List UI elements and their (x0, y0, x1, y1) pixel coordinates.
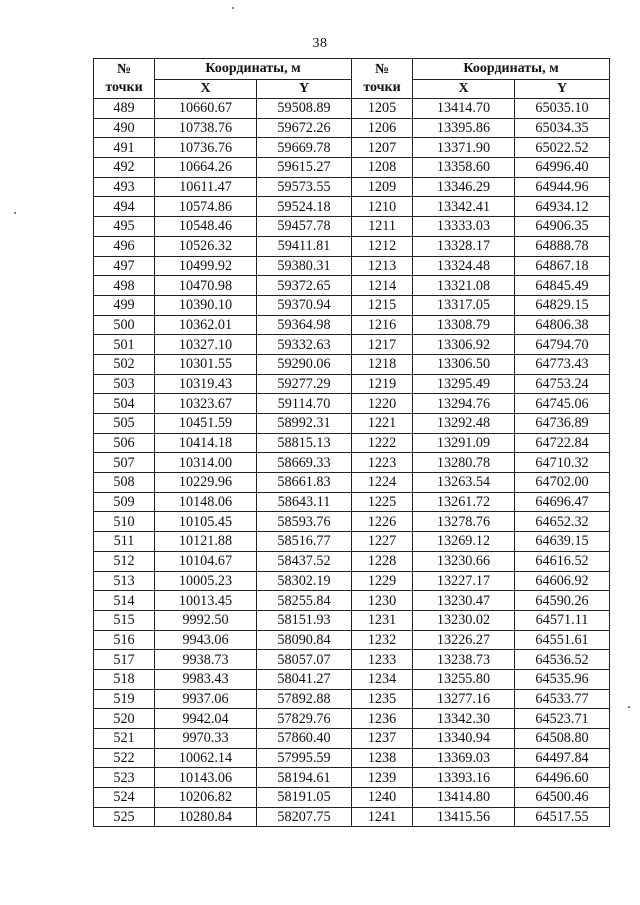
x-cell: 10323.67 (155, 394, 257, 414)
y-cell: 64523.71 (515, 709, 610, 729)
coordinates-table (93, 58, 610, 827)
x-cell: 13292.48 (413, 414, 515, 434)
point-number-cell: 524 (94, 788, 155, 808)
y-cell: 64867.18 (515, 256, 610, 276)
x-cell: 10229.96 (155, 473, 257, 493)
table-row (94, 512, 610, 532)
point-number-cell: 1208 (352, 158, 413, 178)
table-row (94, 118, 610, 138)
table-row (94, 748, 610, 768)
y-cell: 64508.80 (515, 729, 610, 749)
x-cell: 13261.72 (413, 492, 515, 512)
x-cell: 10414.18 (155, 433, 257, 453)
y-cell: 64535.96 (515, 669, 610, 689)
x-cell: 13230.66 (413, 551, 515, 571)
point-number-cell: 515 (94, 610, 155, 630)
table-row (94, 138, 610, 158)
point-number-cell: 1230 (352, 591, 413, 611)
coordinates-header: Координаты, м (155, 59, 352, 80)
table-row (94, 414, 610, 434)
y-cell: 58437.52 (257, 551, 352, 571)
x-cell: 10327.10 (155, 335, 257, 355)
y-header: Y (515, 80, 610, 99)
x-cell: 13278.76 (413, 512, 515, 532)
y-header: Y (257, 80, 352, 99)
y-cell: 65022.52 (515, 138, 610, 158)
x-cell: 13230.47 (413, 591, 515, 611)
table-row (94, 610, 610, 630)
y-cell: 58191.05 (257, 788, 352, 808)
point-number-cell: 506 (94, 433, 155, 453)
y-cell: 59457.78 (257, 217, 352, 237)
y-cell: 64702.00 (515, 473, 610, 493)
point-label: точки (105, 79, 143, 95)
y-cell: 64845.49 (515, 276, 610, 296)
y-cell: 64944.96 (515, 177, 610, 197)
table-row (94, 276, 610, 296)
point-number-cell: 525 (94, 807, 155, 827)
point-number-cell: 1228 (352, 551, 413, 571)
point-number-cell: 1224 (352, 473, 413, 493)
x-cell: 13295.49 (413, 374, 515, 394)
point-number-cell: 1225 (352, 492, 413, 512)
y-cell: 64745.06 (515, 394, 610, 414)
y-cell: 64517.55 (515, 807, 610, 827)
table-row (94, 256, 610, 276)
point-number-cell: 514 (94, 591, 155, 611)
x-cell: 10736.76 (155, 138, 257, 158)
point-number-cell: 1221 (352, 414, 413, 434)
point-number-cell: 1229 (352, 571, 413, 591)
point-number-header (94, 59, 155, 99)
y-cell: 64551.61 (515, 630, 610, 650)
point-number-cell: 1238 (352, 748, 413, 768)
x-cell: 13294.76 (413, 394, 515, 414)
point-number-cell: 492 (94, 158, 155, 178)
y-cell: 58516.77 (257, 532, 352, 552)
x-cell: 13277.16 (413, 689, 515, 709)
y-cell: 64696.47 (515, 492, 610, 512)
y-cell: 58255.84 (257, 591, 352, 611)
point-number-cell: 1216 (352, 315, 413, 335)
point-number-cell: 1234 (352, 669, 413, 689)
y-cell: 59411.81 (257, 236, 352, 256)
y-cell: 64710.32 (515, 453, 610, 473)
y-cell: 59573.55 (257, 177, 352, 197)
coordinates-header: Координаты, м (413, 59, 610, 80)
x-cell: 13306.92 (413, 335, 515, 355)
y-cell: 64571.11 (515, 610, 610, 630)
point-number-cell: 508 (94, 473, 155, 493)
y-cell: 64794.70 (515, 335, 610, 355)
point-number-cell: 498 (94, 276, 155, 296)
point-number-cell: 512 (94, 551, 155, 571)
table-row (94, 177, 610, 197)
x-cell: 13306.50 (413, 354, 515, 374)
point-number-cell: 494 (94, 197, 155, 217)
x-cell: 10548.46 (155, 217, 257, 237)
y-cell: 58057.07 (257, 650, 352, 670)
x-cell: 13291.09 (413, 433, 515, 453)
x-cell: 9970.33 (155, 729, 257, 749)
point-number-cell: 1217 (352, 335, 413, 355)
x-cell: 13269.12 (413, 532, 515, 552)
x-cell: 13321.08 (413, 276, 515, 296)
y-cell: 58194.61 (257, 768, 352, 788)
point-number-cell: 1232 (352, 630, 413, 650)
table-row (94, 630, 610, 650)
x-cell: 10526.32 (155, 236, 257, 256)
x-cell: 10143.06 (155, 768, 257, 788)
y-cell: 64906.35 (515, 217, 610, 237)
y-cell: 64616.52 (515, 551, 610, 571)
table-row (94, 650, 610, 670)
point-number-cell: 1207 (352, 138, 413, 158)
y-cell: 59524.18 (257, 197, 352, 217)
x-cell: 10062.14 (155, 748, 257, 768)
point-number-cell: 1235 (352, 689, 413, 709)
y-cell: 64652.32 (515, 512, 610, 532)
point-number-cell: 510 (94, 512, 155, 532)
y-cell: 64829.15 (515, 295, 610, 315)
x-cell: 10611.47 (155, 177, 257, 197)
table-row (94, 551, 610, 571)
table-row (94, 354, 610, 374)
scan-speck (232, 7, 234, 9)
y-cell: 58992.31 (257, 414, 352, 434)
x-cell: 10319.43 (155, 374, 257, 394)
y-cell: 59114.70 (257, 394, 352, 414)
number-sign: № (116, 61, 132, 77)
x-cell: 13414.70 (413, 99, 515, 119)
x-cell: 10013.45 (155, 591, 257, 611)
x-cell: 9942.04 (155, 709, 257, 729)
y-cell: 64533.77 (515, 689, 610, 709)
y-cell: 59380.31 (257, 256, 352, 276)
table-row (94, 788, 610, 808)
point-number-cell: 1237 (352, 729, 413, 749)
point-number-cell: 1214 (352, 276, 413, 296)
x-cell: 13342.30 (413, 709, 515, 729)
x-cell: 10005.23 (155, 571, 257, 591)
x-cell: 10574.86 (155, 197, 257, 217)
point-number-cell: 1220 (352, 394, 413, 414)
table-row (94, 591, 610, 611)
x-cell: 13393.16 (413, 768, 515, 788)
y-cell: 64996.40 (515, 158, 610, 178)
x-cell: 13358.60 (413, 158, 515, 178)
point-label: точки (363, 79, 401, 95)
point-number-cell: 1206 (352, 118, 413, 138)
y-cell: 65034.35 (515, 118, 610, 138)
x-cell: 13340.94 (413, 729, 515, 749)
point-number-cell: 1223 (352, 453, 413, 473)
y-cell: 58302.19 (257, 571, 352, 591)
y-cell: 59372.65 (257, 276, 352, 296)
point-number-cell: 1240 (352, 788, 413, 808)
x-cell: 10660.67 (155, 99, 257, 119)
x-cell: 13280.78 (413, 453, 515, 473)
x-cell: 13346.29 (413, 177, 515, 197)
table-row (94, 729, 610, 749)
table-row (94, 217, 610, 237)
y-cell: 64736.89 (515, 414, 610, 434)
x-cell: 13328.17 (413, 236, 515, 256)
x-cell: 13371.90 (413, 138, 515, 158)
y-cell: 59508.89 (257, 99, 352, 119)
point-number-cell: 493 (94, 177, 155, 197)
point-number-cell: 1227 (352, 532, 413, 552)
table-row (94, 532, 610, 552)
point-number-cell: 489 (94, 99, 155, 119)
y-cell: 58815.13 (257, 433, 352, 453)
point-number-cell: 1222 (352, 433, 413, 453)
point-number-cell: 1239 (352, 768, 413, 788)
point-number-cell: 1211 (352, 217, 413, 237)
y-cell: 59669.78 (257, 138, 352, 158)
table-row (94, 492, 610, 512)
point-number-cell: 1205 (352, 99, 413, 119)
point-number-cell: 1219 (352, 374, 413, 394)
x-cell: 13255.80 (413, 669, 515, 689)
x-cell: 13342.41 (413, 197, 515, 217)
x-cell: 10104.67 (155, 551, 257, 571)
x-cell: 10280.84 (155, 807, 257, 827)
table-row (94, 453, 610, 473)
table-row (94, 197, 610, 217)
point-number-cell: 519 (94, 689, 155, 709)
x-cell: 10499.92 (155, 256, 257, 276)
y-cell: 59615.27 (257, 158, 352, 178)
table-row (94, 374, 610, 394)
table-header (94, 59, 610, 99)
point-number-cell: 522 (94, 748, 155, 768)
point-number-cell: 504 (94, 394, 155, 414)
table-row (94, 807, 610, 827)
y-cell: 57995.59 (257, 748, 352, 768)
point-number-cell: 516 (94, 630, 155, 650)
table-body (94, 99, 610, 827)
scan-speck (628, 706, 630, 708)
table-row (94, 394, 610, 414)
x-cell: 13395.86 (413, 118, 515, 138)
y-cell: 64934.12 (515, 197, 610, 217)
x-cell: 13227.17 (413, 571, 515, 591)
x-cell: 13414.80 (413, 788, 515, 808)
point-number-cell: 1209 (352, 177, 413, 197)
y-cell: 57829.76 (257, 709, 352, 729)
x-cell: 10470.98 (155, 276, 257, 296)
table-row (94, 768, 610, 788)
table-row (94, 669, 610, 689)
scan-speck (14, 212, 16, 214)
y-cell: 58041.27 (257, 669, 352, 689)
y-cell: 58207.75 (257, 807, 352, 827)
y-cell: 64888.78 (515, 236, 610, 256)
point-number-cell: 1213 (352, 256, 413, 276)
x-cell: 13238.73 (413, 650, 515, 670)
table-row (94, 689, 610, 709)
y-cell: 59277.29 (257, 374, 352, 394)
point-number-cell: 521 (94, 729, 155, 749)
table-row (94, 315, 610, 335)
y-cell: 64639.15 (515, 532, 610, 552)
point-number-cell: 502 (94, 354, 155, 374)
point-number-cell: 1212 (352, 236, 413, 256)
x-cell: 9937.06 (155, 689, 257, 709)
point-number-cell: 503 (94, 374, 155, 394)
y-cell: 58643.11 (257, 492, 352, 512)
y-cell: 57892.88 (257, 689, 352, 709)
point-number-cell: 491 (94, 138, 155, 158)
table-row (94, 99, 610, 119)
y-cell: 65035.10 (515, 99, 610, 119)
table-row (94, 709, 610, 729)
y-cell: 58661.83 (257, 473, 352, 493)
x-cell: 10664.26 (155, 158, 257, 178)
point-number-cell: 1215 (352, 295, 413, 315)
x-cell: 10314.00 (155, 453, 257, 473)
point-number-cell: 1231 (352, 610, 413, 630)
x-cell: 13308.79 (413, 315, 515, 335)
point-number-cell: 497 (94, 256, 155, 276)
x-cell: 13230.02 (413, 610, 515, 630)
point-number-cell: 1241 (352, 807, 413, 827)
point-number-cell: 513 (94, 571, 155, 591)
y-cell: 58090.84 (257, 630, 352, 650)
table-row (94, 473, 610, 493)
y-cell: 58151.93 (257, 610, 352, 630)
x-header: X (413, 80, 515, 99)
y-cell: 59290.06 (257, 354, 352, 374)
y-cell: 64500.46 (515, 788, 610, 808)
y-cell: 59370.94 (257, 295, 352, 315)
point-number-cell: 1233 (352, 650, 413, 670)
point-number-cell: 517 (94, 650, 155, 670)
x-cell: 10451.59 (155, 414, 257, 434)
point-number-cell: 518 (94, 669, 155, 689)
x-cell: 9983.43 (155, 669, 257, 689)
y-cell: 64496.60 (515, 768, 610, 788)
number-sign: № (374, 61, 390, 77)
x-cell: 9992.50 (155, 610, 257, 630)
table-row (94, 433, 610, 453)
y-cell: 64536.52 (515, 650, 610, 670)
point-number-cell: 505 (94, 414, 155, 434)
y-cell: 64806.38 (515, 315, 610, 335)
y-cell: 57860.40 (257, 729, 352, 749)
y-cell: 64590.26 (515, 591, 610, 611)
x-cell: 9938.73 (155, 650, 257, 670)
point-number-cell: 1210 (352, 197, 413, 217)
x-header: X (155, 80, 257, 99)
table-row (94, 295, 610, 315)
point-number-cell: 500 (94, 315, 155, 335)
point-number-cell: 511 (94, 532, 155, 552)
table-row (94, 158, 610, 178)
point-number-cell: 520 (94, 709, 155, 729)
point-number-header (352, 59, 413, 99)
x-cell: 10206.82 (155, 788, 257, 808)
point-number-cell: 490 (94, 118, 155, 138)
y-cell: 64606.92 (515, 571, 610, 591)
point-number-cell: 496 (94, 236, 155, 256)
y-cell: 59364.98 (257, 315, 352, 335)
point-number-cell: 507 (94, 453, 155, 473)
x-cell: 13324.48 (413, 256, 515, 276)
y-cell: 64722.84 (515, 433, 610, 453)
y-cell: 58669.33 (257, 453, 352, 473)
point-number-cell: 499 (94, 295, 155, 315)
y-cell: 59332.63 (257, 335, 352, 355)
x-cell: 10121.88 (155, 532, 257, 552)
x-cell: 13333.03 (413, 217, 515, 237)
point-number-cell: 523 (94, 768, 155, 788)
x-cell: 9943.06 (155, 630, 257, 650)
point-number-cell: 501 (94, 335, 155, 355)
y-cell: 64753.24 (515, 374, 610, 394)
x-cell: 10148.06 (155, 492, 257, 512)
y-cell: 58593.76 (257, 512, 352, 532)
x-cell: 10362.01 (155, 315, 257, 335)
point-number-cell: 1226 (352, 512, 413, 532)
point-number-cell: 1236 (352, 709, 413, 729)
y-cell: 64773.43 (515, 354, 610, 374)
point-number-cell: 495 (94, 217, 155, 237)
x-cell: 10301.55 (155, 354, 257, 374)
table-row (94, 335, 610, 355)
x-cell: 13415.56 (413, 807, 515, 827)
x-cell: 13263.54 (413, 473, 515, 493)
point-number-cell: 509 (94, 492, 155, 512)
y-cell: 59672.26 (257, 118, 352, 138)
x-cell: 13226.27 (413, 630, 515, 650)
x-cell: 13369.03 (413, 748, 515, 768)
x-cell: 10390.10 (155, 295, 257, 315)
x-cell: 13317.05 (413, 295, 515, 315)
x-cell: 10105.45 (155, 512, 257, 532)
point-number-cell: 1218 (352, 354, 413, 374)
y-cell: 64497.84 (515, 748, 610, 768)
x-cell: 10738.76 (155, 118, 257, 138)
table-row (94, 236, 610, 256)
table-row (94, 571, 610, 591)
page-number: 38 (312, 36, 328, 51)
